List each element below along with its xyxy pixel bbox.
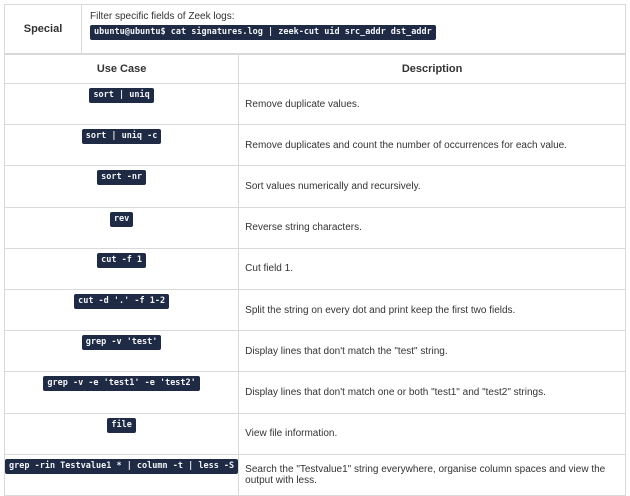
command-code: sort | uniq -c — [82, 129, 162, 144]
special-row — [5, 5, 626, 54]
row-description: Display lines that don't match the "test" string. — [239, 331, 626, 372]
table-row — [5, 289, 626, 330]
table-row — [5, 248, 626, 289]
row-description: Sort values numerically and recursively. — [239, 166, 626, 207]
table-row — [5, 166, 626, 207]
header-use-case: Use Case — [5, 55, 239, 84]
command-code: cut -d '.' -f 1-2 — [74, 294, 169, 309]
command-code: grep -v -e 'test1' -e 'test2' — [43, 376, 199, 391]
table-row — [5, 207, 626, 248]
special-description: Filter specific fields of Zeek logs: — [90, 11, 235, 22]
row-description: Reverse string characters. — [239, 207, 626, 248]
command-code: sort -nr — [97, 170, 146, 185]
commands-table — [4, 54, 626, 496]
row-description: Search the "Testvalue1" string everywhere, organise column spaces and view the output with less. — [239, 454, 626, 495]
table-row — [5, 125, 626, 166]
row-description: View file information. — [239, 413, 626, 454]
header-row — [5, 55, 626, 84]
table-row — [5, 331, 626, 372]
row-description: Remove duplicates and count the number of occurrences for each value. — [239, 125, 626, 166]
command-code: file — [107, 418, 135, 433]
header-description: Description — [239, 55, 626, 84]
table-row — [5, 413, 626, 454]
row-description: Split the string on every dot and print keep the first two fields. — [239, 289, 626, 330]
command-code: grep -v 'test' — [82, 335, 162, 350]
special-command: ubuntu@ubuntu$ cat signatures.log | zeek-cut uid src_addr dst_addr — [90, 25, 436, 40]
table-row — [5, 372, 626, 413]
row-description: Remove duplicate values. — [239, 84, 626, 125]
special-label: Special — [5, 5, 82, 54]
table-row — [5, 454, 626, 495]
command-code: cut -f 1 — [97, 253, 146, 268]
table-row — [5, 84, 626, 125]
command-code: grep -rin Testvalue1 * | column -t | less -S — [5, 459, 238, 474]
command-code: rev — [110, 212, 133, 227]
special-table — [4, 4, 626, 54]
row-description: Cut field 1. — [239, 248, 626, 289]
row-description: Display lines that don't match one or both "test1" and "test2" strings. — [239, 372, 626, 413]
special-description-cell — [82, 5, 626, 54]
command-code: sort | uniq — [89, 88, 153, 103]
